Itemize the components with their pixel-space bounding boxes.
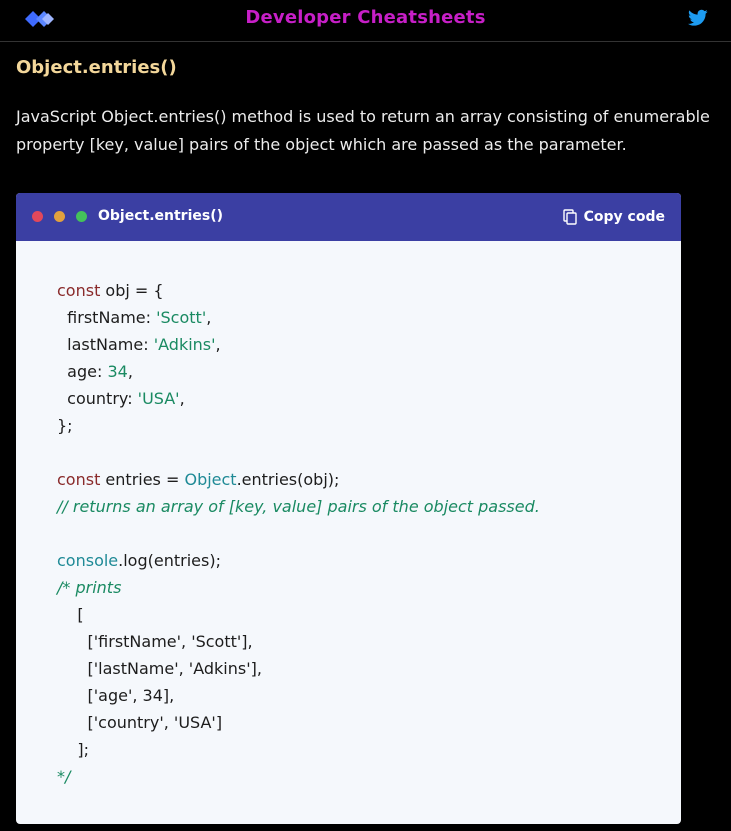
code-line — [57, 736, 540, 763]
code-line — [57, 304, 540, 331]
code-text: .log(entries); — [118, 551, 221, 570]
code-text: }; — [57, 416, 73, 435]
code-text: , — [127, 362, 133, 381]
code-object: console — [57, 551, 119, 570]
code-comment: */ — [57, 767, 71, 786]
code-line — [57, 466, 540, 493]
code-text: lastName: — [57, 335, 154, 354]
window-dot-green — [76, 211, 87, 222]
section-heading: Object.entries() — [16, 57, 177, 78]
code-line — [57, 412, 540, 439]
code-string: 'Scott' — [156, 308, 207, 327]
copy-code-label: Copy code — [583, 209, 665, 225]
code-line — [57, 601, 540, 628]
copy-code-button[interactable] — [563, 207, 665, 227]
code-text: , — [215, 335, 221, 354]
window-dot-red — [32, 211, 43, 222]
code-text: ]; — [57, 740, 89, 759]
code-comment: /* prints — [57, 578, 122, 597]
code-line — [57, 682, 540, 709]
code-number: 34 — [107, 362, 128, 381]
code-comment: // returns an array of [key, value] pairs of the object passed. — [57, 497, 540, 516]
code-line — [57, 520, 540, 547]
code-card-header — [16, 193, 681, 241]
code-line — [57, 763, 540, 790]
code-text: ['lastName', 'Adkins'], — [57, 659, 262, 678]
top-bar — [0, 0, 731, 42]
twitter-icon[interactable] — [688, 9, 708, 27]
code-object: Object — [184, 470, 237, 489]
code-keyword: const — [57, 281, 101, 300]
code-text: country: — [57, 389, 138, 408]
copy-icon — [563, 209, 577, 225]
code-text: age: — [57, 362, 108, 381]
code-card — [16, 193, 681, 824]
code-card-title: Object.entries() — [98, 208, 224, 224]
code-text: [ — [57, 605, 84, 624]
code-block[interactable] — [57, 277, 540, 790]
code-line — [57, 385, 540, 412]
code-text: , — [179, 389, 185, 408]
code-string: 'USA' — [137, 389, 180, 408]
code-text: obj = { — [100, 281, 164, 300]
code-line — [57, 331, 540, 358]
code-line — [57, 628, 540, 655]
code-keyword: const — [57, 470, 101, 489]
code-line — [57, 547, 540, 574]
section-description: JavaScript Object.entries() method is used to return an array consisting of enumerable property [key, value] pairs of the object which are passed as the parameter. — [16, 107, 710, 154]
code-text: .entries(obj); — [236, 470, 340, 489]
code-line — [57, 493, 540, 520]
site-title: Developer Cheatsheets — [245, 7, 486, 28]
code-text: ['firstName', 'Scott'], — [57, 632, 253, 651]
code-line — [57, 655, 540, 682]
code-text: ['age', 34], — [57, 686, 175, 705]
code-line — [57, 439, 540, 466]
code-text: ['country', 'USA'] — [57, 713, 223, 732]
code-text: , — [206, 308, 212, 327]
code-text: firstName: — [57, 308, 157, 327]
code-text: entries = — [100, 470, 185, 489]
code-line — [57, 709, 540, 736]
code-line — [57, 574, 540, 601]
window-dot-yellow — [54, 211, 65, 222]
code-line — [57, 358, 540, 385]
code-line — [57, 277, 540, 304]
code-string: 'Adkins' — [153, 335, 216, 354]
